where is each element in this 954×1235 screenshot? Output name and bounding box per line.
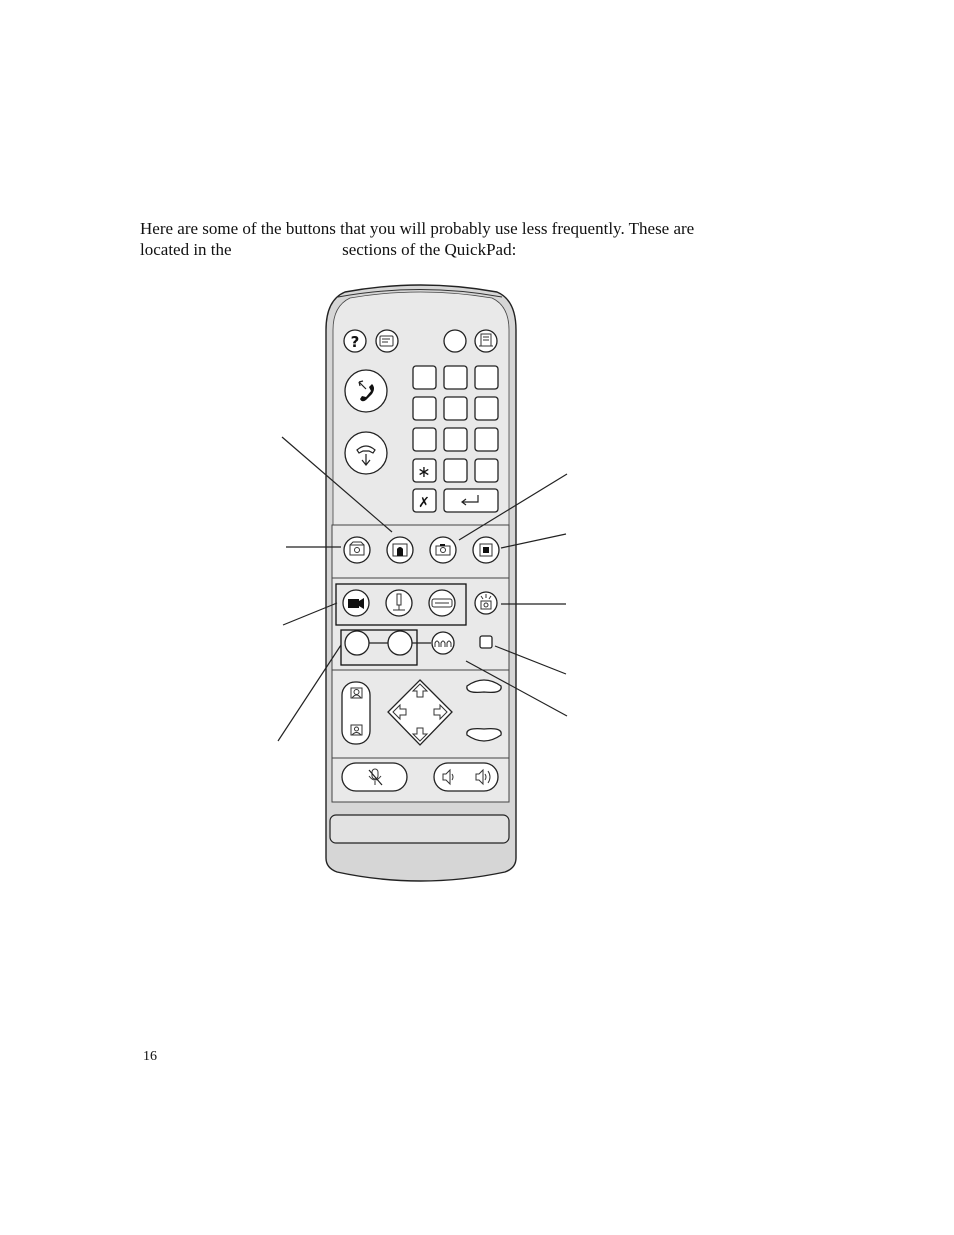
page-number: 16 (143, 1049, 157, 1064)
keypad-key[interactable] (475, 428, 498, 451)
menu-button[interactable] (376, 330, 398, 352)
keypad-key[interactable] (444, 428, 467, 451)
keypad-key[interactable] (413, 428, 436, 451)
keypad (413, 366, 498, 512)
clear-glyph: ✗ (418, 495, 430, 511)
document-button[interactable] (475, 330, 497, 352)
star-glyph: ∗ (417, 462, 431, 481)
far-camera-button[interactable] (344, 537, 370, 563)
blank-top-button[interactable] (444, 330, 466, 352)
call-button[interactable] (345, 370, 387, 412)
preset-b-button[interactable] (388, 631, 412, 655)
help-glyph: ? (350, 333, 360, 351)
keypad-key[interactable] (444, 397, 467, 420)
snapshot-button[interactable] (430, 537, 456, 563)
intro-line-2: located in the sections of the QuickPad: (140, 240, 517, 259)
keypad-key[interactable] (475, 459, 498, 482)
keypad-key[interactable] (475, 397, 498, 420)
preset-a-button[interactable] (345, 631, 369, 655)
hangup-button[interactable] (345, 432, 387, 474)
keypad-key[interactable] (444, 366, 467, 389)
keypad-key[interactable] (413, 366, 436, 389)
video-camera-icon (348, 598, 364, 609)
keypad-key[interactable] (413, 397, 436, 420)
volume-rocker[interactable] (434, 763, 498, 791)
keypad-key[interactable] (475, 366, 498, 389)
intro-line-1: Here are some of the buttons that you will probably use less frequently. These are (140, 219, 695, 238)
keypad-key[interactable] (444, 459, 467, 482)
enter-key[interactable] (444, 489, 498, 512)
small-square-button[interactable] (480, 636, 492, 648)
